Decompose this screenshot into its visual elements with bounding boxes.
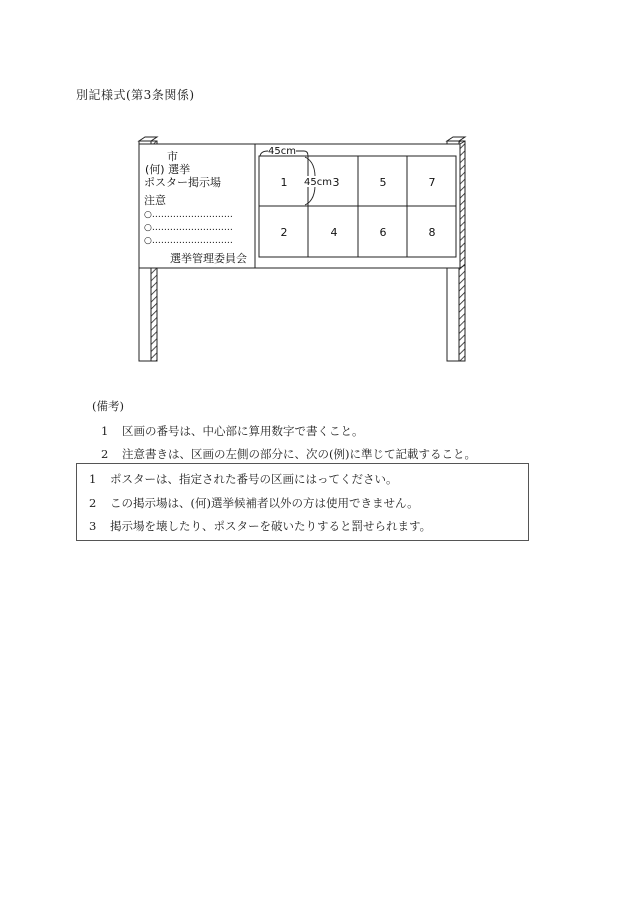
notice-line [89,495,419,511]
section-number: 4 [330,226,338,239]
remark-text: 区画の番号は、中心部に算用数字で書くこと。 [122,424,364,438]
notice-number: 3 [89,519,97,533]
bullet-line: ○……………………… [144,236,233,246]
section-number: 8 [428,226,436,239]
poster-board-diagram [0,0,630,400]
remark-item [101,423,364,439]
notice-number: 1 [89,472,97,486]
election-label: (何) 選挙 [145,163,191,176]
section-number: 6 [379,226,387,239]
notice-example-box [76,463,529,541]
board-title: ポスター掲示場 [144,176,221,189]
remark-text: 注意書きは、区画の左側の部分に、次の(例)に準じて記載すること。 [122,447,476,461]
notice-line [89,471,398,487]
section-number: 2 [280,226,288,239]
section-number: 1 [280,176,288,189]
section-number: 7 [428,176,436,189]
remark-item [101,446,476,462]
notice-text: この掲示場は、(何)選挙候補者以外の方は使用できません。 [110,496,419,510]
notice-number: 2 [89,496,97,510]
remark-number: 2 [101,447,109,461]
city-label: 市 [167,150,178,163]
committee-label: 選挙管理委員会 [170,252,247,265]
width-dimension-label: 45cm [268,146,296,157]
form-heading: 別記様式(第3条関係) [76,88,195,102]
bullet-line: ○……………………… [144,210,233,220]
notice-text: ポスターは、指定された番号の区画にはってください。 [110,472,398,486]
bullet-line: ○……………………… [144,223,233,233]
notice-line [89,518,431,534]
section-number: 5 [379,176,387,189]
remarks-title: (備考) [92,399,124,413]
height-dimension-label: 45cm [304,177,332,188]
remark-number: 1 [101,424,109,438]
caution-label: 注意 [144,194,166,207]
section-number: 3 [332,176,340,189]
notice-text: 掲示場を壊したり、ポスターを破いたりすると罰せられます。 [110,519,432,533]
